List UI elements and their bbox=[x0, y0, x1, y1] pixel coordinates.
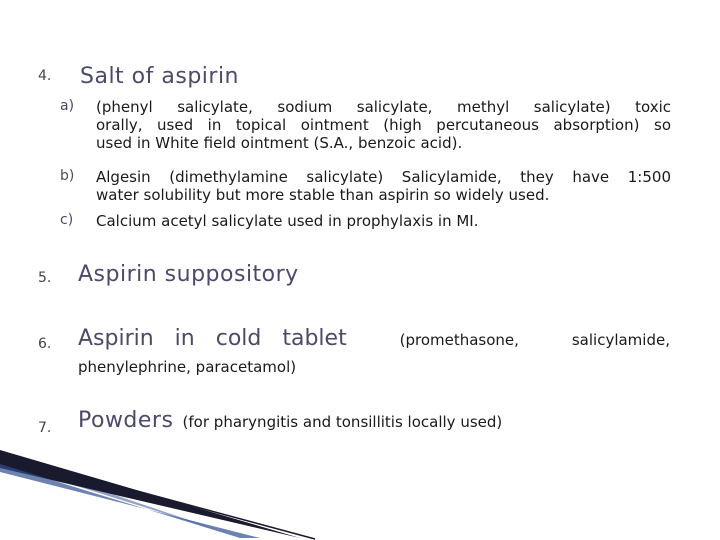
item-number: 4. bbox=[38, 68, 52, 84]
subitem-line: Calcium acetyl salicylate used in prophylaxis in MI. bbox=[96, 212, 479, 230]
item-note: salicylamide, bbox=[571, 331, 670, 349]
item-note: (promethasone, bbox=[399, 331, 519, 349]
decorative-sweep bbox=[0, 450, 320, 540]
item-heading-line bbox=[78, 326, 670, 351]
item-number: 7. bbox=[38, 420, 52, 436]
subitem-letter: c) bbox=[60, 212, 74, 228]
item-number: 5. bbox=[38, 270, 52, 286]
subitem-line: orally, used in topical ointment (high percutaneous absorption) so bbox=[96, 116, 671, 134]
subitem-letter: a) bbox=[60, 98, 75, 114]
item-heading: Powders bbox=[78, 408, 174, 433]
subitem-letter: b) bbox=[60, 168, 75, 184]
subitem-text bbox=[96, 168, 671, 204]
item-number: 6. bbox=[38, 336, 52, 352]
item-note: (for pharyngitis and tonsillitis locally used) bbox=[182, 413, 503, 431]
subitem-line: water solubility but more stable than aspirin so widely used. bbox=[96, 186, 550, 204]
item-heading-line bbox=[78, 408, 502, 433]
subitem-text bbox=[96, 98, 671, 152]
item-heading: Aspirin suppository bbox=[78, 262, 299, 287]
item-note-continued: phenylephrine, paracetamol) bbox=[78, 358, 297, 376]
sweep-line bbox=[0, 454, 315, 539]
subitem-text bbox=[96, 212, 671, 230]
subitem-line: used in White field ointment (S.A., benzoic acid). bbox=[96, 134, 463, 152]
subitem-line: (phenyl salicylate, sodium salicylate, methyl salicylate) toxic bbox=[96, 98, 671, 116]
item-heading: Salt of aspirin bbox=[80, 64, 239, 89]
item-heading: Aspirin in cold tablet bbox=[78, 326, 347, 351]
subitem-line: Algesin (dimethylamine salicylate) Salicylamide, they have 1:500 bbox=[96, 168, 671, 186]
